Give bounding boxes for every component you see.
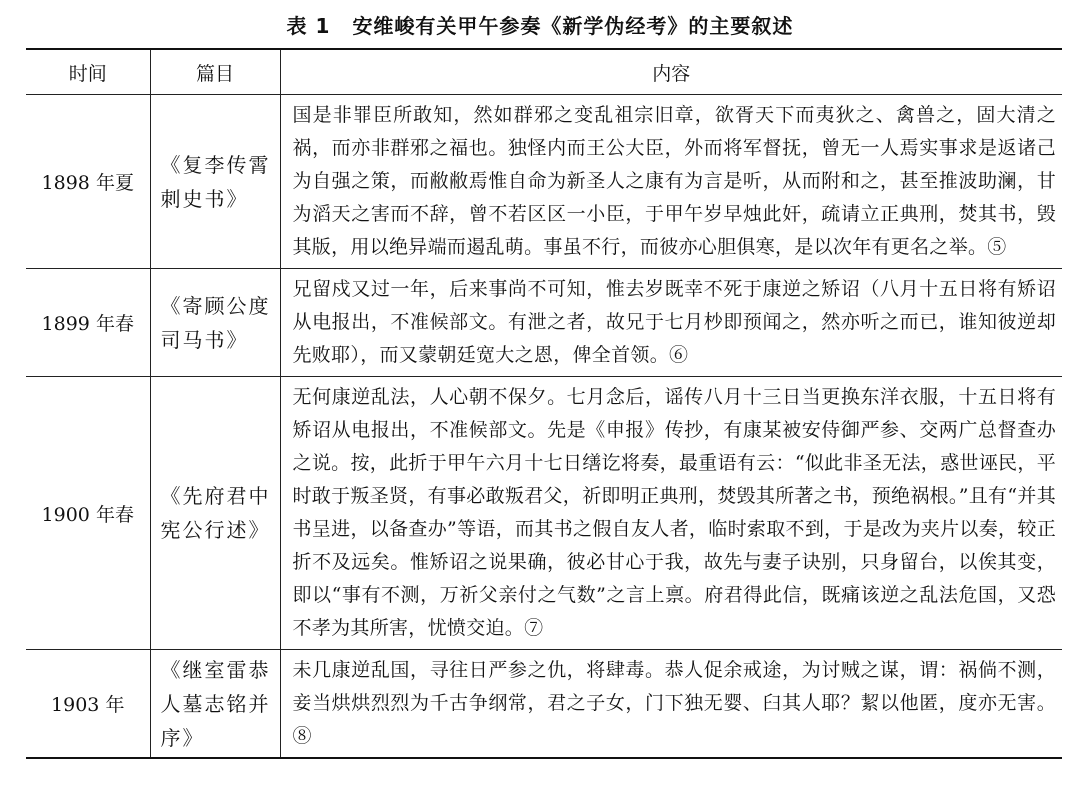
row-time: 1898 年夏 <box>26 95 150 269</box>
row-time: 1903 年 <box>26 650 150 759</box>
row-content: 兄留戍又过一年，后来事尚不可知，惟去岁既幸不死于康逆之矫诏（八月十五日将有矫诏从电报出，不准候部文。有泄之者，故兄于七月杪即预闻之，然亦听之而已，谁知彼逆却先败耶），而又蒙朝廷宽大之恩，俾全首领。⑥ <box>280 269 1062 377</box>
row-content: 无何康逆乱法，人心朝不保夕。七月念后，谣传八月十三日当更换东洋衣服，十五日将有矫诏从电报出，不准候部文。先是《申报》传抄，有康某被安侍御严参、交两广总督查办之说。按，此折于甲午六月十七日缮讫将奏，最重语有云：“似此非圣无法，惑世诬民，平时敢于叛圣贤，有事必敢叛君父，祈即明正典刑，焚毁其所著之书，预绝祸根。”且有“并其书呈进，以备查办”等语，而其书之假自友人者，临时索取不到，于是改为夹片以奏，较正折不及远矣。惟矫诏之说果确，彼必甘心于我，故先与妻子诀别，只身留台，以俟其变，即以“事有不测，万祈父亲付之气数”之言上禀。府君得此信，既痛该逆之乱法危国，又恐不孝为其所害，忧愤交迫。⑦ <box>280 377 1062 650</box>
data-table <box>26 48 1062 759</box>
row-time: 1900 年春 <box>26 377 150 650</box>
table-number: 表 1 <box>286 14 331 38</box>
table-row <box>26 95 1062 269</box>
header-content: 内容 <box>280 49 1062 95</box>
row-time: 1899 年春 <box>26 269 150 377</box>
table-row <box>26 377 1062 650</box>
table-caption <box>0 10 1080 39</box>
table-title: 安维峻有关甲午参奏《新学伪经考》的主要叙述 <box>352 14 794 38</box>
header-title: 篇目 <box>150 49 280 95</box>
table-row <box>26 269 1062 377</box>
row-content: 国是非罪臣所敢知，然如群邪之变乱祖宗旧章，欲胥天下而夷狄之、禽兽之，固大清之祸，而亦非群邪之福也。独怪内而王公大臣，外而将军督抚，曾无一人焉实事求是返诸己为自强之策，而敝敝焉惟自命为新圣人之康有为言是听，从而附和之，甚至推波助澜，甘为滔天之害而不辞，曾不若区区一小臣，于甲午岁早烛此奸，疏请立正典刑，焚其书，毁其版，用以绝异端而遏乱萌。事虽不行，而彼亦心胆俱寒，是以次年有更名之举。⑤ <box>280 95 1062 269</box>
table-row <box>26 650 1062 759</box>
row-content: 未几康逆乱国，寻往日严参之仇，将肆毒。恭人促余戒途，为讨贼之谋，谓：祸倘不测，妾当烘烘烈烈为千古争纲常，君之子女，门下独无婴、臼其人耶？絜以他匿，度亦无害。⑧ <box>280 650 1062 759</box>
row-title: 《继室雷恭人墓志铭并序》 <box>150 650 280 759</box>
row-title: 《复李传霄刺史书》 <box>150 95 280 269</box>
row-title: 《先府君中宪公行述》 <box>150 377 280 650</box>
header-time: 时间 <box>26 49 150 95</box>
header-row <box>26 49 1062 95</box>
row-title: 《寄顾公度司马书》 <box>150 269 280 377</box>
